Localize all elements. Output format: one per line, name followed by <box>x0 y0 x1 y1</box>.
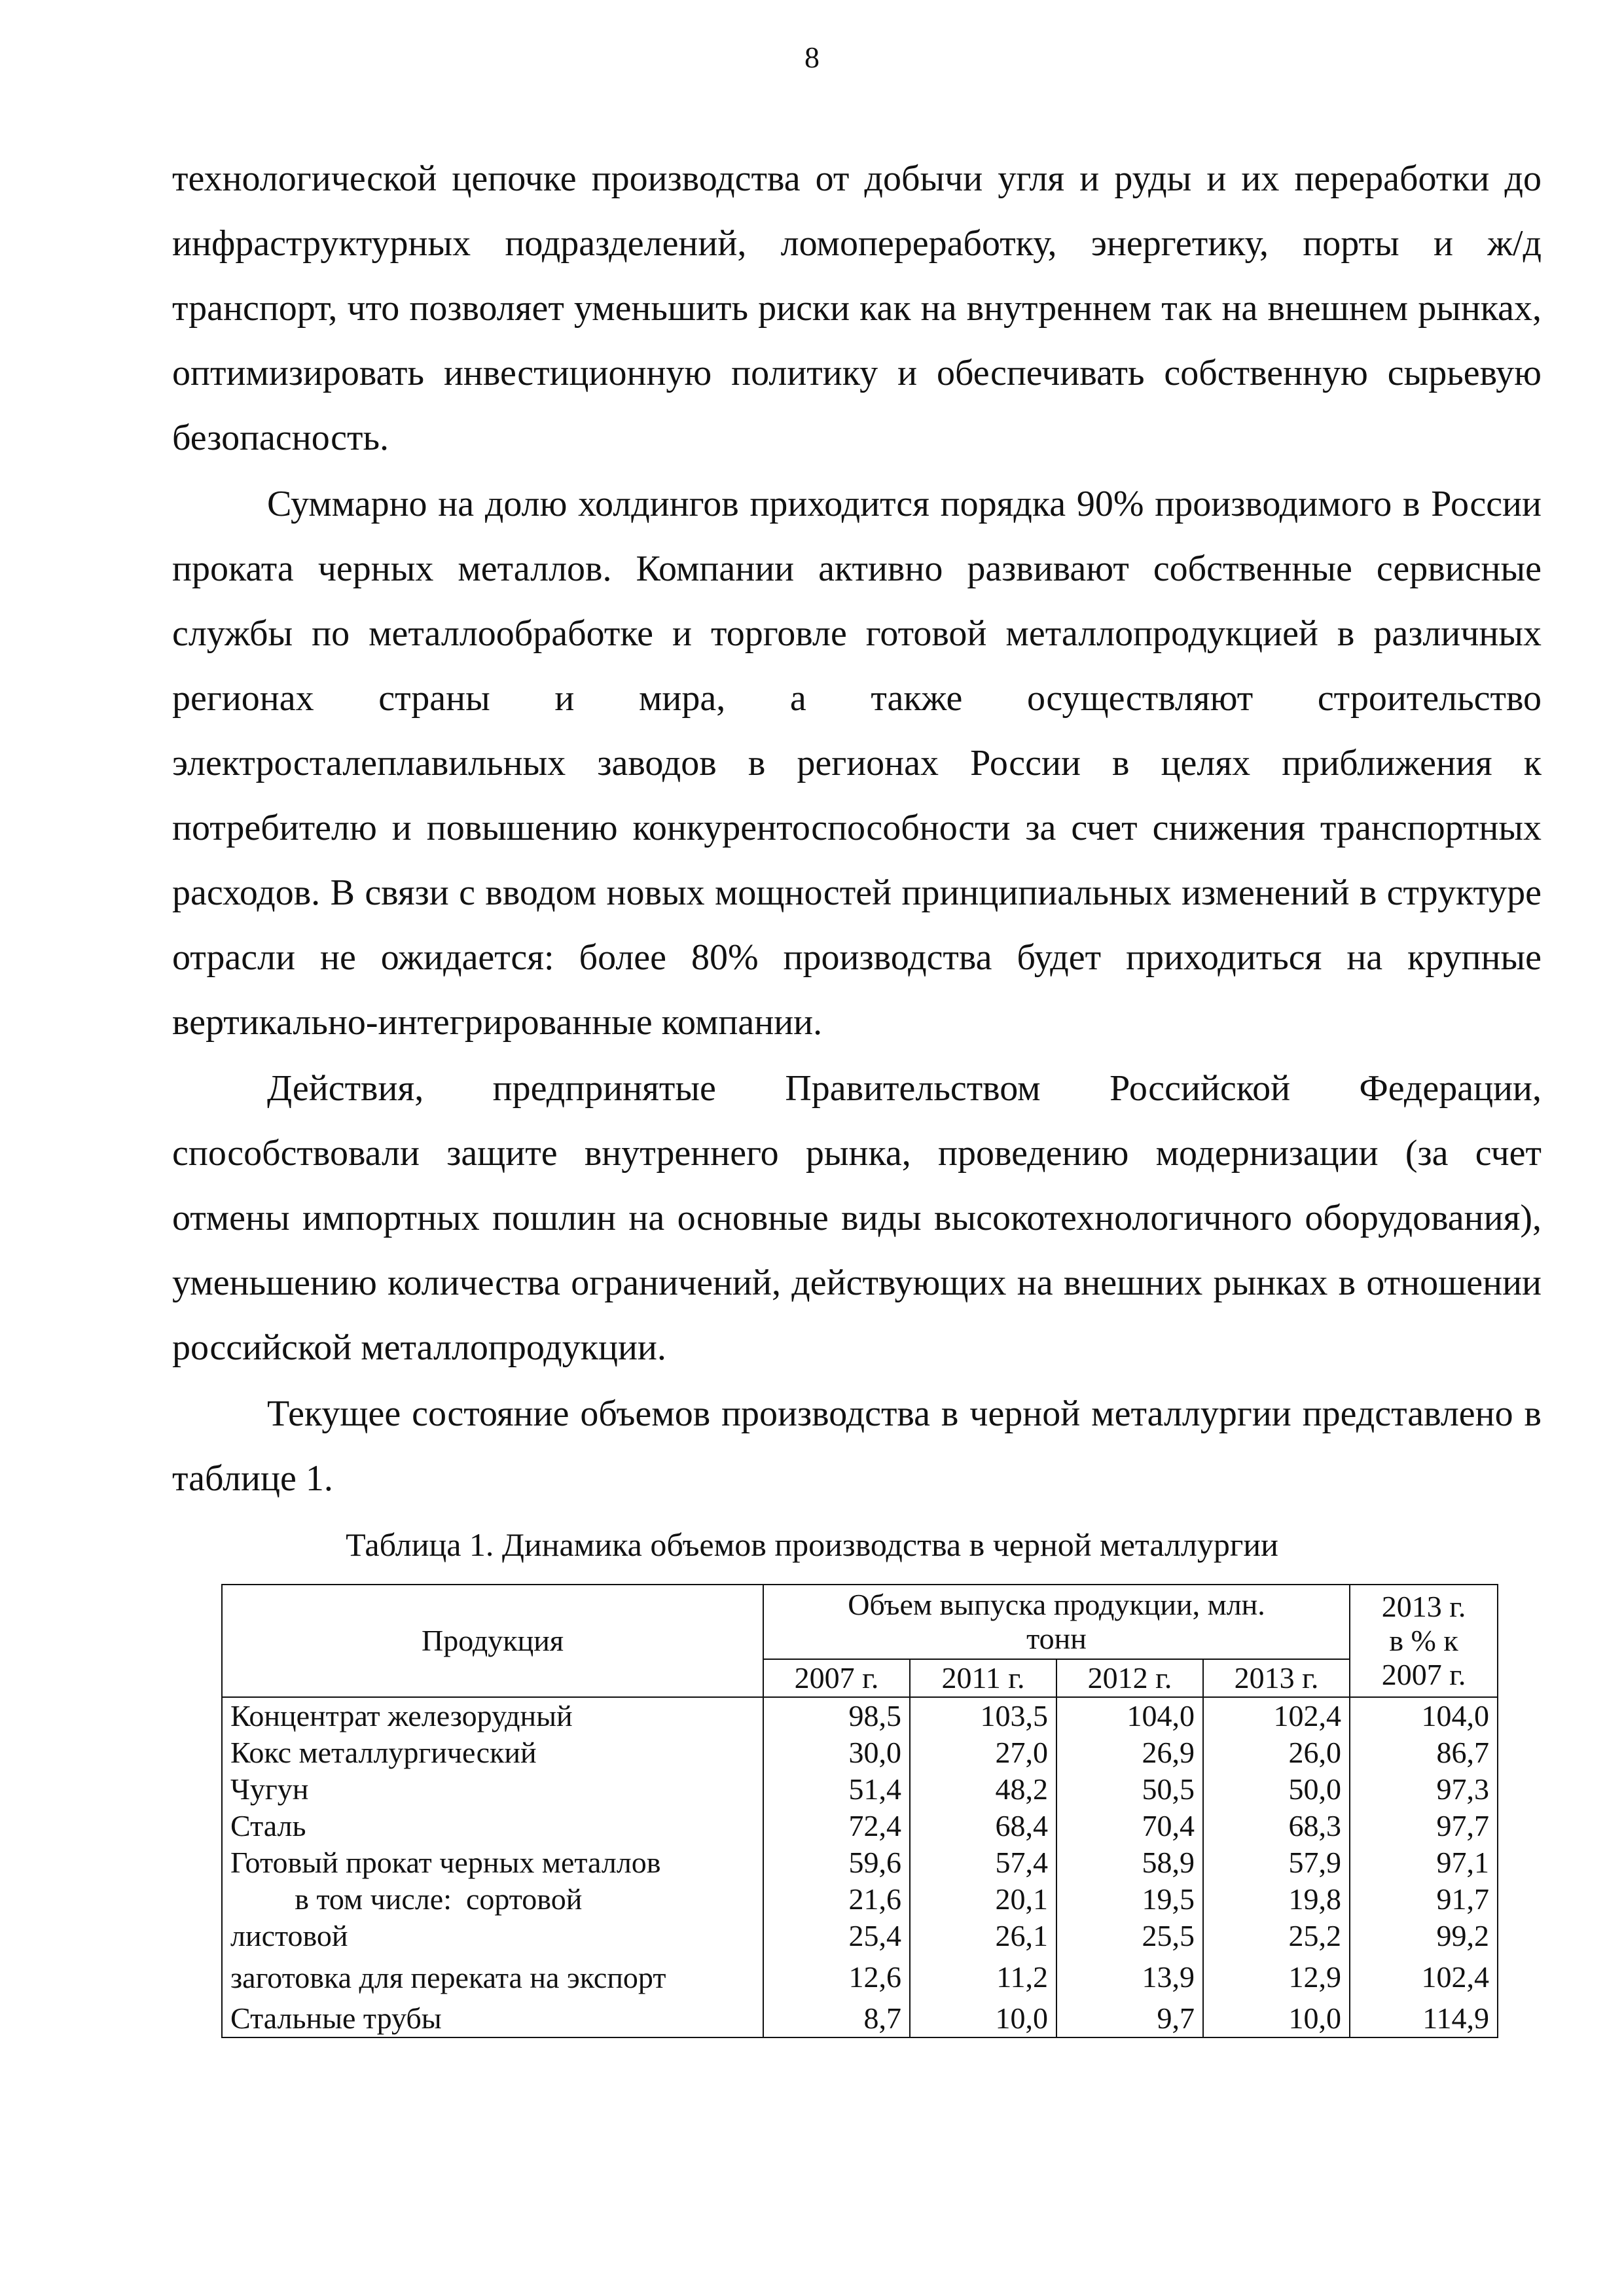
cell-percent: 97,3 <box>1350 1771 1498 1808</box>
header-volume-group: Объем выпуска продукции, млн. тонн <box>763 1585 1350 1659</box>
subcategory-lead: в том числе: <box>295 1882 452 1916</box>
cell-percent: 91,7 <box>1350 1881 1498 1918</box>
table-row <box>222 1734 1498 1771</box>
cell-value: 57,9 <box>1203 1844 1350 1881</box>
cell-percent: 97,7 <box>1350 1808 1498 1844</box>
cell-value: 9,7 <box>1056 2000 1203 2037</box>
cell-percent: 86,7 <box>1350 1734 1498 1771</box>
cell-value: 50,0 <box>1203 1771 1350 1808</box>
table-row <box>222 1697 1498 1734</box>
cell-value: 70,4 <box>1056 1808 1203 1844</box>
table-caption: Таблица 1. Динамика объемов производства в черной металлургии <box>346 1526 1278 1563</box>
production-table <box>221 1584 1498 2038</box>
cell-value: 51,4 <box>763 1771 910 1808</box>
cell-value: 21,6 <box>763 1881 910 1918</box>
cell-product <box>222 1881 763 1918</box>
cell-value: 58,9 <box>1056 1844 1203 1881</box>
paragraph: Текущее состояние объемов производства в черной металлургии представлено в таблице 1. <box>172 1393 1542 1499</box>
paragraph: Действия, предпринятые Правительством Российской Федерации, способствовали защите внутреннего рынка, проведению модернизации (за счет отмены импортных пошлин на основные виды высокотехнологичного оборудования), уменьшению количества ограничений, действующих на внешних рынках в отношении российской металлопродукции. <box>172 1068 1542 1368</box>
cell-value: 57,4 <box>910 1844 1056 1881</box>
cell-product: заготовка для переката на экспорт <box>222 1954 763 2000</box>
table-row <box>222 2000 1498 2037</box>
header-year: 2012 г. <box>1056 1659 1203 1697</box>
table-row <box>222 1918 1498 1954</box>
header-year: 2007 г. <box>763 1659 910 1697</box>
table-row <box>222 1771 1498 1808</box>
cell-value: 59,6 <box>763 1844 910 1881</box>
cell-value: 25,5 <box>1056 1918 1203 1954</box>
cell-value: 48,2 <box>910 1771 1056 1808</box>
body-text <box>172 147 1542 1511</box>
cell-value: 27,0 <box>910 1734 1056 1771</box>
header-product: Продукция <box>222 1585 763 1697</box>
cell-value: 68,3 <box>1203 1808 1350 1844</box>
header-year: 2013 г. <box>1203 1659 1350 1697</box>
cell-value: 103,5 <box>910 1697 1056 1734</box>
cell-value: 68,4 <box>910 1808 1056 1844</box>
page-number: 8 <box>804 41 820 74</box>
cell-product: Концентрат железорудный <box>222 1697 763 1734</box>
cell-value: 10,0 <box>910 2000 1056 2037</box>
paragraph: технологической цепочке производства от добычи угля и руды и их переработки до инфраструктурных подразделений, ломопереработку, энергетику, порты и ж/д транспорт, что позволяет уменьшить риски как на внутреннем так на внешнем рынках, оптимизировать инвестиционную политику и обеспечивать собственную сырьевую безопасность. <box>172 158 1542 458</box>
cell-value: 8,7 <box>763 2000 910 2037</box>
cell-value: 12,6 <box>763 1954 910 2000</box>
cell-value: 10,0 <box>1203 2000 1350 2037</box>
cell-percent: 104,0 <box>1350 1697 1498 1734</box>
cell-value: 20,1 <box>910 1881 1056 1918</box>
cell-percent: 97,1 <box>1350 1844 1498 1881</box>
cell-value: 98,5 <box>763 1697 910 1734</box>
cell-product: Чугун <box>222 1771 763 1808</box>
cell-product: Сталь <box>222 1808 763 1844</box>
cell-product: Кокс металлургический <box>222 1734 763 1771</box>
cell-value: 19,8 <box>1203 1881 1350 1918</box>
subcategory-name: сортовой <box>466 1882 583 1916</box>
cell-value: 19,5 <box>1056 1881 1203 1918</box>
table-row <box>222 1954 1498 2000</box>
cell-value: 25,2 <box>1203 1918 1350 1954</box>
cell-value: 25,4 <box>763 1918 910 1954</box>
table-row <box>222 1881 1498 1918</box>
header-percent: 2013 г. в % к 2007 г. <box>1350 1585 1498 1697</box>
cell-percent: 102,4 <box>1350 1954 1498 2000</box>
cell-product: листовой <box>222 1918 763 1954</box>
cell-percent: 114,9 <box>1350 2000 1498 2037</box>
cell-value: 50,5 <box>1056 1771 1203 1808</box>
cell-value: 13,9 <box>1056 1954 1203 2000</box>
table-row <box>222 1844 1498 1881</box>
cell-value: 30,0 <box>763 1734 910 1771</box>
cell-value: 26,9 <box>1056 1734 1203 1771</box>
paragraph: Суммарно на долю холдингов приходится порядка 90% производимого в России проката черных металлов. Компании активно развивают собственные сервисные службы по металлообработке и торговле готовой металлопродукцией в различных регионах страны и мира, а также осуществляют строительство электросталеплавильных заводов в регионах России в целях приближения к потребителю и повышению конкурентоспособности за счет снижения транспортных расходов. В связи с вводом новых мощностей принципиальных изменений в структуре отрасли не ожидается: более 80% производства будет приходиться на крупные вертикально-интегрированные компании. <box>172 484 1542 1043</box>
cell-value: 11,2 <box>910 1954 1056 2000</box>
cell-product: Стальные трубы <box>222 2000 763 2037</box>
cell-percent: 99,2 <box>1350 1918 1498 1954</box>
cell-product: Готовый прокат черных металлов <box>222 1844 763 1881</box>
cell-value: 12,9 <box>1203 1954 1350 2000</box>
cell-value: 104,0 <box>1056 1697 1203 1734</box>
cell-value: 26,1 <box>910 1918 1056 1954</box>
cell-value: 72,4 <box>763 1808 910 1844</box>
table-row <box>222 1808 1498 1844</box>
cell-value: 26,0 <box>1203 1734 1350 1771</box>
cell-value: 102,4 <box>1203 1697 1350 1734</box>
header-year: 2011 г. <box>910 1659 1056 1697</box>
